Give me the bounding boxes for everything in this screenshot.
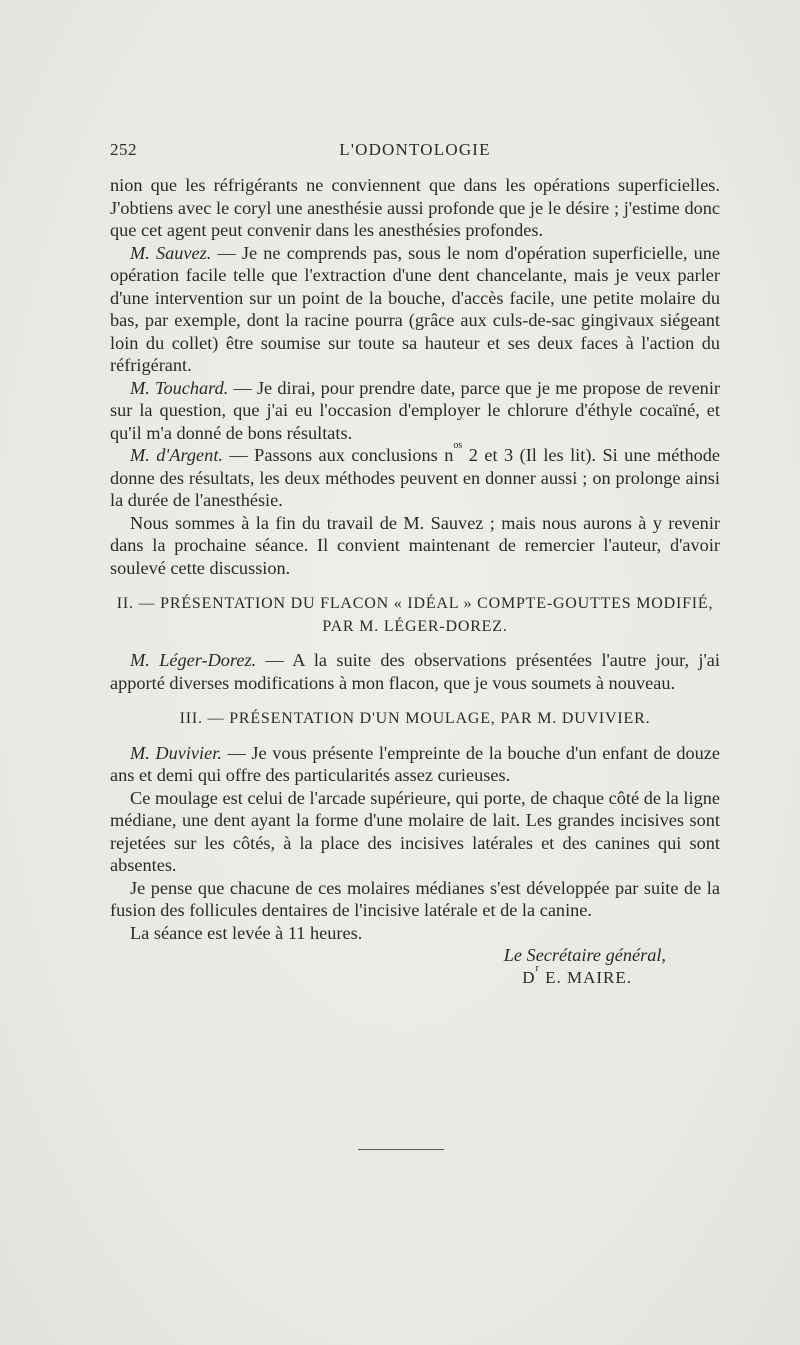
spacer bbox=[110, 731, 720, 742]
superscript: r bbox=[535, 962, 540, 974]
paragraph bbox=[110, 377, 720, 445]
speaker-name: M. Léger-Dorez. bbox=[130, 650, 257, 670]
signature-name bbox=[110, 962, 720, 990]
paragraph: La séance est levée à 11 heures. bbox=[130, 922, 363, 943]
section-heading-byline: PAR M. LÉGER-DOREZ. bbox=[322, 617, 508, 635]
page-number: 252 bbox=[110, 140, 137, 159]
speaker-name: M. Touchard. bbox=[130, 377, 229, 398]
signature-name-text: E. MAIRE. bbox=[539, 967, 632, 987]
page-header bbox=[110, 140, 720, 164]
signature-prefix: D bbox=[522, 967, 536, 987]
paragraph: nion que les réfrigérants ne conviennent que dans les opérations superficielles. J'obtiens avec le coryl une anesthésie aussi profonde que je le désire ; j'estime donc que cet agent peut convenir dans les anesthésies profondes. bbox=[110, 175, 720, 240]
speech-text: — Passons aux conclusions n bbox=[222, 445, 454, 465]
paragraph bbox=[110, 649, 720, 694]
paragraph: Ce moulage est celui de l'arcade supérieure, qui porte, de chaque côté de la ligne médiane, une dent ayant la forme d'une molaire de lait. Les grandes incisives sont rejetées sur les côtés, à la place des incisives latérales et des canines qui sont absentes. bbox=[110, 787, 720, 875]
paragraph bbox=[110, 242, 720, 377]
end-rule bbox=[358, 1149, 444, 1150]
speech-text: — Je vous présente l'empreinte de la bouche d'un enfant de douze ans et demi qui offre des particularités assez curieuses. bbox=[110, 742, 721, 785]
section-heading: III. — PRÉSENTATION D'UN MOULAGE, PAR M. DUVIVIER. bbox=[179, 710, 651, 727]
signature-title: Le Secrétaire général, bbox=[503, 945, 666, 965]
speaker-name: M. Duvivier. bbox=[130, 742, 222, 763]
spacer bbox=[110, 638, 720, 649]
spacer bbox=[110, 694, 720, 708]
section-heading: II. — PRÉSENTATION DU FLACON « IDÉAL » COMPTE-GOUTTES MODIFIÉ, bbox=[116, 595, 714, 612]
page-body bbox=[110, 174, 720, 989]
spacer bbox=[110, 579, 720, 593]
speech-text: 2 et 3 (Il les lit). Si une méthode donne des résultats, les deux méthodes peuvent en donner aussi ; on prolonge ainsi la durée de l'anesthésie. bbox=[110, 445, 720, 510]
paragraph bbox=[110, 742, 720, 787]
speech-text: — Je ne comprends pas, sous le nom d'opération superficielle, une opération facile telle que l'extraction d'une dent chancelante, mais je veux parler d'une intervention sur un point de la bouche, d'accès facile, une petite molaire du bas, par exemple, dont la racine pourra (grâce aux culs-de-sac gingivaux siégeant loin du collet) être soumise sur toute sa hauteur et ses deux faces à l'action du réfrigérant. bbox=[110, 242, 720, 375]
paragraph: Je pense que chacune de ces molaires médianes s'est développée par suite de la fusion des follicules dentaires de l'incisive latérale et de la canine. bbox=[110, 877, 720, 920]
running-title: L'ODONTOLOGIE bbox=[339, 140, 491, 159]
paragraph bbox=[110, 440, 720, 512]
speech-text: — A la suite des observations présentées l'autre jour, j'ai apporté diverses modifications à mon flacon, que je vous soumets à nouveau. bbox=[110, 650, 720, 693]
speaker-name: M. d'Argent. bbox=[130, 445, 223, 465]
superscript: os bbox=[453, 440, 463, 451]
paragraph: Nous sommes à la fin du travail de M. Sauvez ; mais nous aurons à y revenir dans la prochaine séance. Il convient maintenant de remercier l'auteur, d'avoir soulevé cette discussion. bbox=[110, 512, 720, 578]
speaker-name: M. Sauvez. bbox=[130, 242, 212, 263]
speech-text: — Je dirai, pour prendre date, parce que je me propose de revenir sur la question, que j'ai eu l'occasion d'employer le chlorure d'éthyle cocaïné, et qu'il m'a donné de bons résultats. bbox=[110, 377, 720, 443]
